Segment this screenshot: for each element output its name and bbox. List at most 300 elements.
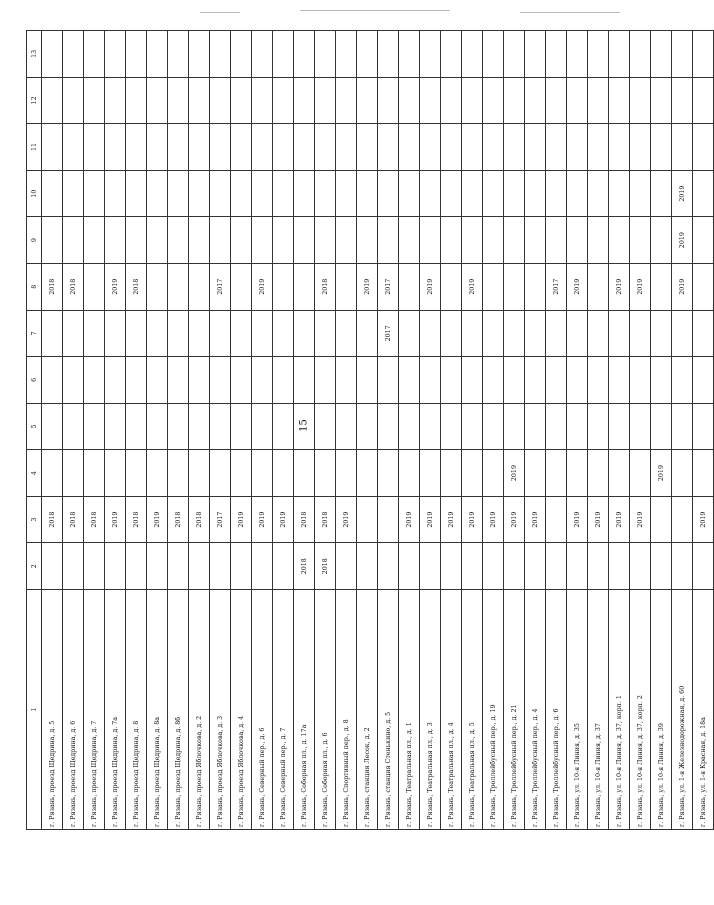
year-cell [273, 357, 294, 404]
year-cell [105, 357, 126, 404]
year-cell [525, 357, 546, 404]
column-number: 7 [27, 310, 42, 357]
year-cell [357, 403, 378, 450]
table-row [567, 31, 588, 830]
address-cell: г. Рязань, проезд Щедрина, д. 5 [42, 590, 63, 830]
year-cell [399, 124, 420, 171]
year-cell [378, 77, 399, 124]
year-cell [273, 310, 294, 357]
year-cell [399, 77, 420, 124]
scan-artifact [300, 10, 450, 11]
year-cell [294, 77, 315, 124]
year-cell [420, 217, 441, 264]
year-cell [609, 124, 630, 171]
year-cell [378, 217, 399, 264]
year-cell [441, 124, 462, 171]
year-cell [336, 543, 357, 590]
year-cell [420, 170, 441, 217]
year-cell [546, 496, 567, 543]
year-cell [441, 543, 462, 590]
year-cell [42, 450, 63, 497]
year-cell [294, 450, 315, 497]
table-row [189, 31, 210, 830]
table-row [126, 31, 147, 830]
year-cell [63, 357, 84, 404]
year-cell [693, 403, 714, 450]
table-row [105, 31, 126, 830]
year-cell [462, 310, 483, 357]
year-cell [63, 170, 84, 217]
year-cell [567, 543, 588, 590]
year-cell [294, 170, 315, 217]
year-cell [252, 543, 273, 590]
year-cell [399, 310, 420, 357]
year-cell [483, 124, 504, 171]
year-cell [147, 31, 168, 78]
year-cell [693, 450, 714, 497]
address-cell: г. Рязань, проезд Щедрина, д. 8 [126, 590, 147, 830]
year-cell [189, 124, 210, 171]
year-cell [105, 31, 126, 78]
table-row [357, 31, 378, 830]
address-cell: г. Рязань, Троллейбусный пер., д. 6 [546, 590, 567, 830]
year-cell [693, 310, 714, 357]
year-cell [315, 170, 336, 217]
year-cell [252, 124, 273, 171]
year-cell [546, 450, 567, 497]
year-cell [168, 357, 189, 404]
year-cell [441, 403, 462, 450]
year-cell: 2017 [210, 496, 231, 543]
year-cell [63, 543, 84, 590]
year-cell [609, 31, 630, 78]
year-cell [462, 357, 483, 404]
year-cell [252, 403, 273, 450]
year-cell [378, 124, 399, 171]
address-cell: г. Рязань, станция Лесок, д. 2 [357, 590, 378, 830]
column-number-row [27, 31, 42, 830]
year-cell: 2017 [378, 263, 399, 310]
year-cell [420, 77, 441, 124]
year-cell [315, 450, 336, 497]
address-cell: г. Рязань, Северный пер., д. 6 [252, 590, 273, 830]
year-cell [147, 263, 168, 310]
year-cell [231, 357, 252, 404]
year-cell [84, 31, 105, 78]
column-number: 4 [27, 450, 42, 497]
year-cell [231, 217, 252, 264]
year-cell [336, 217, 357, 264]
year-cell [567, 310, 588, 357]
year-cell [651, 217, 672, 264]
address-cell: г. Рязань, проезд Яблочкова, д. 3 [210, 590, 231, 830]
table-row [84, 31, 105, 830]
year-cell [105, 217, 126, 264]
year-cell [651, 310, 672, 357]
year-cell [126, 170, 147, 217]
year-cell [294, 217, 315, 264]
year-cell [357, 450, 378, 497]
year-cell [462, 124, 483, 171]
year-cell [42, 217, 63, 264]
year-cell [672, 77, 693, 124]
year-cell [483, 263, 504, 310]
year-cell [651, 124, 672, 171]
year-cell [567, 170, 588, 217]
year-cell: 2019 [651, 450, 672, 497]
year-cell: 2018 [42, 496, 63, 543]
year-cell [105, 170, 126, 217]
year-cell: 2019 [462, 496, 483, 543]
year-cell [546, 403, 567, 450]
year-cell [315, 310, 336, 357]
year-cell [105, 450, 126, 497]
year-cell [126, 77, 147, 124]
year-cell [42, 310, 63, 357]
table-row [210, 31, 231, 830]
column-number: 10 [27, 170, 42, 217]
year-cell [504, 124, 525, 171]
year-cell [378, 496, 399, 543]
year-cell [588, 217, 609, 264]
year-cell [315, 31, 336, 78]
address-cell: г. Рязань, проезд Щедрина, д. 8а [147, 590, 168, 830]
address-cell: г. Рязань, Троллейбусный пер., д. 4 [525, 590, 546, 830]
table-row [504, 31, 525, 830]
year-cell: 2018 [315, 543, 336, 590]
year-cell: 2019 [420, 496, 441, 543]
year-cell [399, 263, 420, 310]
year-cell [672, 403, 693, 450]
year-cell [189, 357, 210, 404]
data-table [26, 30, 714, 830]
year-cell [630, 77, 651, 124]
year-cell: 2018 [315, 263, 336, 310]
year-cell [525, 310, 546, 357]
table-row [420, 31, 441, 830]
year-cell [126, 357, 147, 404]
table-row [546, 31, 567, 830]
year-cell: 2017 [546, 263, 567, 310]
year-cell [189, 543, 210, 590]
year-cell [609, 77, 630, 124]
year-cell [252, 357, 273, 404]
year-cell [441, 31, 462, 78]
year-cell [462, 403, 483, 450]
year-cell [189, 263, 210, 310]
table-row [693, 31, 714, 830]
year-cell [546, 124, 567, 171]
year-cell: 2018 [126, 263, 147, 310]
address-cell: г. Рязань, Театральная пл., д. 4 [441, 590, 462, 830]
year-cell: 2019 [672, 217, 693, 264]
year-cell [63, 217, 84, 264]
year-cell [168, 77, 189, 124]
scan-artifact [520, 12, 620, 13]
address-cell: г. Рязань, ул. 10-я Линия, д. 37, корп. 1 [609, 590, 630, 830]
year-cell [336, 403, 357, 450]
year-cell [168, 170, 189, 217]
year-cell [189, 310, 210, 357]
year-cell [441, 217, 462, 264]
year-cell [420, 403, 441, 450]
year-cell [525, 170, 546, 217]
year-cell [357, 496, 378, 543]
year-cell [126, 403, 147, 450]
address-cell: г. Рязань, Театральная пл., д. 5 [462, 590, 483, 830]
year-cell [588, 450, 609, 497]
year-cell [441, 450, 462, 497]
year-cell [210, 543, 231, 590]
year-cell [462, 217, 483, 264]
year-cell [567, 357, 588, 404]
year-cell [84, 357, 105, 404]
year-cell [630, 124, 651, 171]
year-cell [420, 310, 441, 357]
year-cell [567, 124, 588, 171]
year-cell [672, 357, 693, 404]
year-cell [294, 124, 315, 171]
column-number: 3 [27, 496, 42, 543]
year-cell [252, 217, 273, 264]
year-cell [147, 403, 168, 450]
address-cell: г. Рязань, Северный пер., д. 7 [273, 590, 294, 830]
year-cell [378, 31, 399, 78]
year-cell [504, 77, 525, 124]
year-cell: 2019 [504, 450, 525, 497]
address-cell: г. Рязань, ул. 1-я Красная, д. 18а [693, 590, 714, 830]
year-cell [630, 217, 651, 264]
column-number: 2 [27, 543, 42, 590]
year-cell [84, 403, 105, 450]
year-cell [651, 543, 672, 590]
year-cell [210, 124, 231, 171]
year-cell: 2019 [525, 496, 546, 543]
address-cell: г. Рязань, ул. 10-я Линия, д. 37 [588, 590, 609, 830]
table-row [483, 31, 504, 830]
year-cell [378, 170, 399, 217]
year-cell: 2019 [630, 263, 651, 310]
address-cell: г. Рязань, Троллейбусный пер., д. 19 [483, 590, 504, 830]
table-row [651, 31, 672, 830]
year-cell [168, 310, 189, 357]
address-cell: г. Рязань, Соборная пл., д. 17а [294, 590, 315, 830]
year-cell [441, 263, 462, 310]
year-cell: 2018 [294, 543, 315, 590]
year-cell: 2018 [168, 496, 189, 543]
address-cell: г. Рязань, Спортивный пер., д. 8 [336, 590, 357, 830]
year-cell: 2019 [420, 263, 441, 310]
year-cell [294, 31, 315, 78]
year-cell [168, 403, 189, 450]
year-cell [546, 543, 567, 590]
year-cell [672, 496, 693, 543]
year-cell [609, 310, 630, 357]
year-cell [525, 31, 546, 78]
year-cell [630, 31, 651, 78]
table-row [609, 31, 630, 830]
year-cell [462, 450, 483, 497]
year-cell [294, 403, 315, 450]
year-cell [252, 450, 273, 497]
year-cell [588, 263, 609, 310]
year-cell [588, 310, 609, 357]
year-cell [273, 31, 294, 78]
year-cell [420, 450, 441, 497]
year-cell [126, 217, 147, 264]
year-cell [315, 357, 336, 404]
year-cell [483, 310, 504, 357]
address-cell: г. Рязань, проезд Яблочкова, д. 2 [189, 590, 210, 830]
year-cell [672, 450, 693, 497]
year-cell [504, 543, 525, 590]
year-cell [525, 450, 546, 497]
year-cell [588, 403, 609, 450]
year-cell [252, 170, 273, 217]
year-cell [189, 403, 210, 450]
address-cell: г. Рязань, Троллейбусный пер., д. 21 [504, 590, 525, 830]
year-cell [357, 310, 378, 357]
address-cell: г. Рязань, ул. 10-я Линия, д. 37, корп. 2 [630, 590, 651, 830]
column-number: 8 [27, 263, 42, 310]
year-cell [63, 31, 84, 78]
year-cell [84, 77, 105, 124]
table-row [588, 31, 609, 830]
address-cell: г. Рязань, ул. 1-я Железнодорожная, д. 60 [672, 590, 693, 830]
column-number: 5 [27, 403, 42, 450]
year-cell: 2019 [336, 496, 357, 543]
year-cell [231, 450, 252, 497]
year-cell [63, 310, 84, 357]
year-cell [273, 124, 294, 171]
year-cell [399, 403, 420, 450]
year-cell: 2019 [147, 496, 168, 543]
year-cell [399, 170, 420, 217]
year-cell [399, 357, 420, 404]
year-cell [231, 543, 252, 590]
year-cell [672, 310, 693, 357]
year-cell [147, 170, 168, 217]
year-cell [336, 450, 357, 497]
year-cell [210, 357, 231, 404]
year-cell [525, 263, 546, 310]
year-cell [651, 263, 672, 310]
address-cell: г. Рязань, проезд Щедрина, д. 6 [63, 590, 84, 830]
year-cell [483, 170, 504, 217]
year-cell [231, 31, 252, 78]
scan-artifact [200, 12, 240, 13]
year-cell [147, 450, 168, 497]
address-cell: г. Рязань, Театральная пл., д. 3 [420, 590, 441, 830]
year-cell [126, 543, 147, 590]
year-cell [378, 403, 399, 450]
year-cell [525, 403, 546, 450]
year-cell [336, 77, 357, 124]
year-cell [651, 496, 672, 543]
year-cell [525, 217, 546, 264]
year-cell [105, 124, 126, 171]
table-row [336, 31, 357, 830]
year-cell [357, 77, 378, 124]
year-cell [462, 170, 483, 217]
year-cell [693, 217, 714, 264]
year-cell [273, 263, 294, 310]
year-cell [315, 77, 336, 124]
year-cell [231, 263, 252, 310]
year-cell [294, 310, 315, 357]
year-cell [42, 31, 63, 78]
year-cell: 2019 [273, 496, 294, 543]
year-cell: 2019 [567, 263, 588, 310]
year-cell [147, 124, 168, 171]
year-cell [273, 217, 294, 264]
year-cell [693, 77, 714, 124]
year-cell [168, 543, 189, 590]
year-cell: 2019 [609, 263, 630, 310]
year-cell [546, 310, 567, 357]
table-row [378, 31, 399, 830]
year-cell: 2019 [105, 263, 126, 310]
year-cell: 2018 [84, 496, 105, 543]
year-cell [546, 217, 567, 264]
table-row [462, 31, 483, 830]
year-cell [42, 403, 63, 450]
column-number: 6 [27, 357, 42, 404]
table-row [231, 31, 252, 830]
year-cell [672, 543, 693, 590]
year-cell: 2019 [693, 496, 714, 543]
year-cell [336, 124, 357, 171]
year-cell [357, 124, 378, 171]
year-cell [609, 543, 630, 590]
year-cell [441, 170, 462, 217]
year-cell [504, 403, 525, 450]
year-cell: 2019 [252, 263, 273, 310]
year-cell [630, 543, 651, 590]
year-cell [84, 450, 105, 497]
page-number: 15 [298, 419, 310, 432]
year-cell [588, 170, 609, 217]
year-cell [210, 217, 231, 264]
year-cell [483, 217, 504, 264]
year-cell [399, 543, 420, 590]
year-cell: 2018 [63, 263, 84, 310]
year-cell [483, 403, 504, 450]
year-cell [546, 77, 567, 124]
year-cell [126, 31, 147, 78]
year-cell [42, 124, 63, 171]
year-cell: 2018 [126, 496, 147, 543]
rotated-table-container [26, 30, 707, 830]
year-cell [105, 77, 126, 124]
year-cell [357, 31, 378, 78]
year-cell [546, 357, 567, 404]
year-cell [693, 357, 714, 404]
year-cell: 2017 [210, 263, 231, 310]
year-cell [357, 357, 378, 404]
year-cell: 2018 [189, 496, 210, 543]
year-cell [357, 217, 378, 264]
year-cell [630, 403, 651, 450]
year-cell: 2018 [63, 496, 84, 543]
year-cell [504, 263, 525, 310]
year-cell [84, 310, 105, 357]
year-cell [630, 450, 651, 497]
year-cell [147, 77, 168, 124]
year-cell [168, 124, 189, 171]
year-cell [336, 357, 357, 404]
year-cell [630, 357, 651, 404]
